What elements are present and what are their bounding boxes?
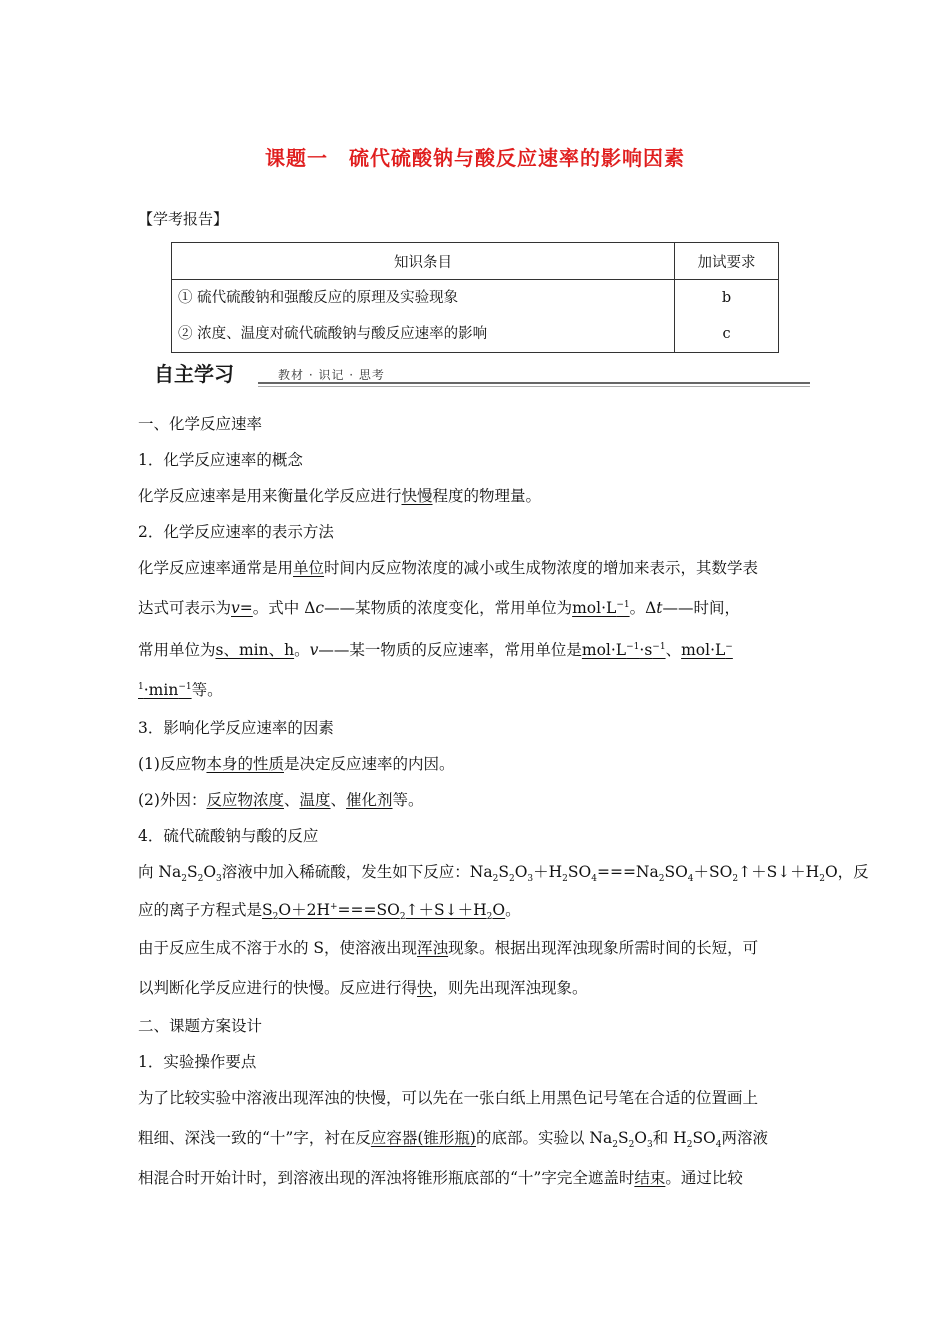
paragraph-expression-line3: 常用单位为s、min、h。v——某一物质的反应速率，常用单位是$mol\cdot L^{-1}\cdot s^{-1}$、mol·L−	[138, 641, 733, 659]
table-level-1: b	[721, 290, 732, 306]
table-item-1: ① 硫代硫酸钠和强酸反应的原理及实验现象	[178, 290, 459, 306]
blank-answer: 应容器(锥形瓶)	[370, 1129, 476, 1147]
requirements-table	[171, 242, 779, 353]
page-title: 课题一 硫代硫酸钠与酸反应速率的影响因素	[265, 146, 685, 170]
paragraph-reaction-line1: 向 $Na_2S_2O_3$溶液中加入稀硫酸，发生如下反应：$Na_2S_2O_3+H_2SO_4===Na_2SO_4+SO_2↑+S↓+H_2O$，反	[138, 863, 869, 885]
table-header-knowledge: 知识条目	[172, 243, 675, 280]
table-row	[172, 280, 779, 353]
table-header-requirement: 加试要求	[675, 243, 779, 280]
heading-rate: 一、化学反应速率	[138, 415, 263, 433]
paragraph-concept: 化学反应速率是用来衡量化学反应进行快慢程度的物理量。	[138, 487, 542, 505]
paragraph-expression-line4: $^1\cdot\min^{-1}$等。	[138, 681, 223, 699]
subheading-concept: 1．化学反应速率的概念	[138, 451, 303, 469]
paragraph-operation-line3: 相混合时开始计时，到溶液出现的浑浊将锥形瓶底部的“十”字完全遮盖时结束。通过比较	[138, 1169, 743, 1187]
subheading-operation: 1．实验操作要点	[138, 1053, 257, 1071]
blank-answer: 快	[417, 979, 433, 997]
blank-answer: 浑浊	[417, 939, 449, 957]
heading-design: 二、课题方案设计	[138, 1017, 263, 1035]
section-header	[140, 358, 810, 384]
paragraph-external-factors: (2)外因：反应物浓度、温度、催化剂等。	[138, 791, 424, 809]
paragraph-operation-line2: 粗细、深浅一致的“十”字，衬在反应容器(锥形瓶)的底部。实验以 $Na_2S_2O_3$和 $H_2SO_4$两溶液	[138, 1129, 769, 1151]
blank-answer: v=	[231, 599, 253, 617]
paragraph-expression-line1: 化学反应速率通常是用单位时间内反应物浓度的减小或生成物浓度的增加来表示，其数学表	[138, 559, 759, 577]
section-title: 自主学习	[140, 358, 248, 387]
blank-answer: mol·L−	[681, 641, 733, 659]
blank-answer: $S_2O+2H^+===SO_2↑+S↓+H_2O$	[262, 901, 506, 923]
blank-answer: $^1\cdot\min^{-1}$	[138, 681, 192, 699]
blank-answer: 温度	[299, 791, 331, 809]
paragraph-expression-line2: 达式可表示为v=。式中 Δc——某物质的浓度变化，常用单位为$mol\cdot L^{-1}$。Δt——时间，	[138, 599, 741, 617]
section-rule-thin	[258, 386, 810, 387]
table-cell-items	[172, 280, 675, 353]
blank-answer: 单位	[293, 559, 325, 577]
table-cell-levels	[675, 280, 779, 353]
paragraph-internal-factor: (1)反应物本身的性质是决定反应速率的内因。	[138, 755, 455, 773]
blank-answer: 结束	[634, 1169, 666, 1187]
paragraph-turbidity-line1: 由于反应生成不溶于水的 S，使溶液出现浑浊现象。根据出现浑浊现象所需时间的长短，可	[138, 939, 759, 957]
blank-answer: 反应物浓度	[206, 791, 284, 809]
table-level-2: c	[722, 326, 731, 342]
paragraph-operation-line1: 为了比较实验中溶液出现浑浊的快慢，可以先在一张白纸上用黑色记号笔在合适的位置画上	[138, 1089, 759, 1107]
blank-answer: 催化剂	[346, 791, 393, 809]
blank-answer: $mol\cdot L^{-1}$	[572, 599, 630, 617]
paragraph-turbidity-line2: 以判断化学反应进行的快慢。反应进行得快，则先出现浑浊现象。	[138, 979, 588, 997]
subheading-expression: 2．化学反应速率的表示方法	[138, 523, 334, 541]
table-header-row	[172, 243, 779, 280]
blank-answer: s、min、h	[215, 641, 295, 659]
subheading-reaction: 4．硫代硫酸钠与酸的反应	[138, 827, 319, 845]
subheading-factors: 3．影响化学反应速率的因素	[138, 719, 334, 737]
blank-answer: 快慢	[401, 487, 433, 505]
blank-answer: $mol\cdot L^{-1}\cdot s^{-1}$	[581, 641, 666, 659]
report-label: 【学考报告】	[138, 210, 229, 228]
table-item-2: ② 浓度、温度对硫代硫酸钠与酸反应速率的影响	[178, 326, 488, 342]
section-subtitle: 教材 · 识记 · 思考	[278, 368, 385, 382]
blank-answer: 本身的性质	[206, 755, 284, 773]
paragraph-reaction-line2: 应的离子方程式是$S_2O+2H^+===SO_2↑+S↓+H_2O$。	[138, 901, 521, 923]
